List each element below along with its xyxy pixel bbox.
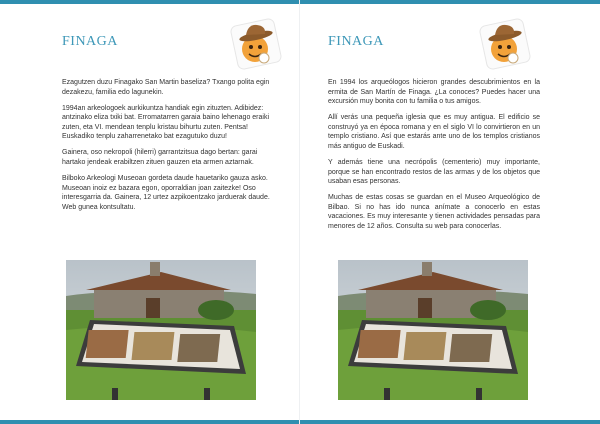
- left-page-text: [62, 78, 272, 219]
- right-page: [300, 0, 599, 424]
- right-page-text: [328, 78, 540, 238]
- left-page-title: FINAGA: [62, 34, 118, 49]
- hermitage-photo: [338, 260, 528, 400]
- hermitage-photo: [66, 260, 256, 400]
- right-paragraph-1: En 1994 los arqueólogos hicieron grandes descubrimientos en la ermita de San Martín de Finaga. ¿La conoces? Puedes hacer una excursión muy bonita con tu familia o tus amigos.: [328, 79, 540, 106]
- left-page: [0, 0, 299, 424]
- mascot-cowboy-hat-icon: [228, 16, 284, 72]
- right-page-title: FINAGA: [328, 34, 384, 49]
- left-paragraph-4: Bilboko Arkeologi Museoan gordeta daude hauetariko gauza asko. Museoan inoiz ez bazara egon, oporraldian joan zaitezke! Oso interesgarria da. Gainera, 12 urtez azpikoentzako jarduerak daude. Web gunea kontsultatu.: [62, 174, 270, 211]
- left-paragraph-2: 1994an arkeologoek aurkikuntza handiak egin zituzten. Adibidez: antzinako eliza txiki bat. Erromatarren garaia baino lehenago eraiki zuten, eta VI. mendean tenplu kristau bihurtu zuten. Pentsa! Euskadiko tenplu zaharrenetako bat ezagutuko duzu!: [62, 104, 270, 141]
- right-paragraph-4: Muchas de estas cosas se guardan en el Museo Arqueológico de Bilbao. Si no has ido nunca anímate a conocerlo en estas vacaciones. Es muy interesante y tienen actividades pensadas para menores de 12 años. Consulta su web para conocerlas.: [328, 194, 540, 230]
- mascot-cowboy-hat-icon: [477, 16, 533, 72]
- right-paragraph-2: Allí verás una pequeña iglesia que es muy antigua. El edificio se construyó ya en época romana y en el siglo VI lo convirtieron en un templo cristiano. Así que estarás ante uno de los templos cristianos más antiguo de Euskadi.: [328, 114, 540, 150]
- right-paragraph-3: Y además tiene una necrópolis (cementerio) muy importante, porque se han encontrado restos de las armas y de los objetos que usaban esas personas.: [328, 158, 540, 186]
- left-paragraph-3: Gainera, oso nekropoli (hilerri) garrantzitsua dago bertan: garai hartako jendeak erabiltzen zituen gauzen eta armen aztarnak.: [62, 149, 258, 166]
- left-paragraph-1: Ezagutzen duzu Finagako San Martin baseliza? Txango polita egin dezakezu, familia edo lagunekin.: [62, 79, 270, 96]
